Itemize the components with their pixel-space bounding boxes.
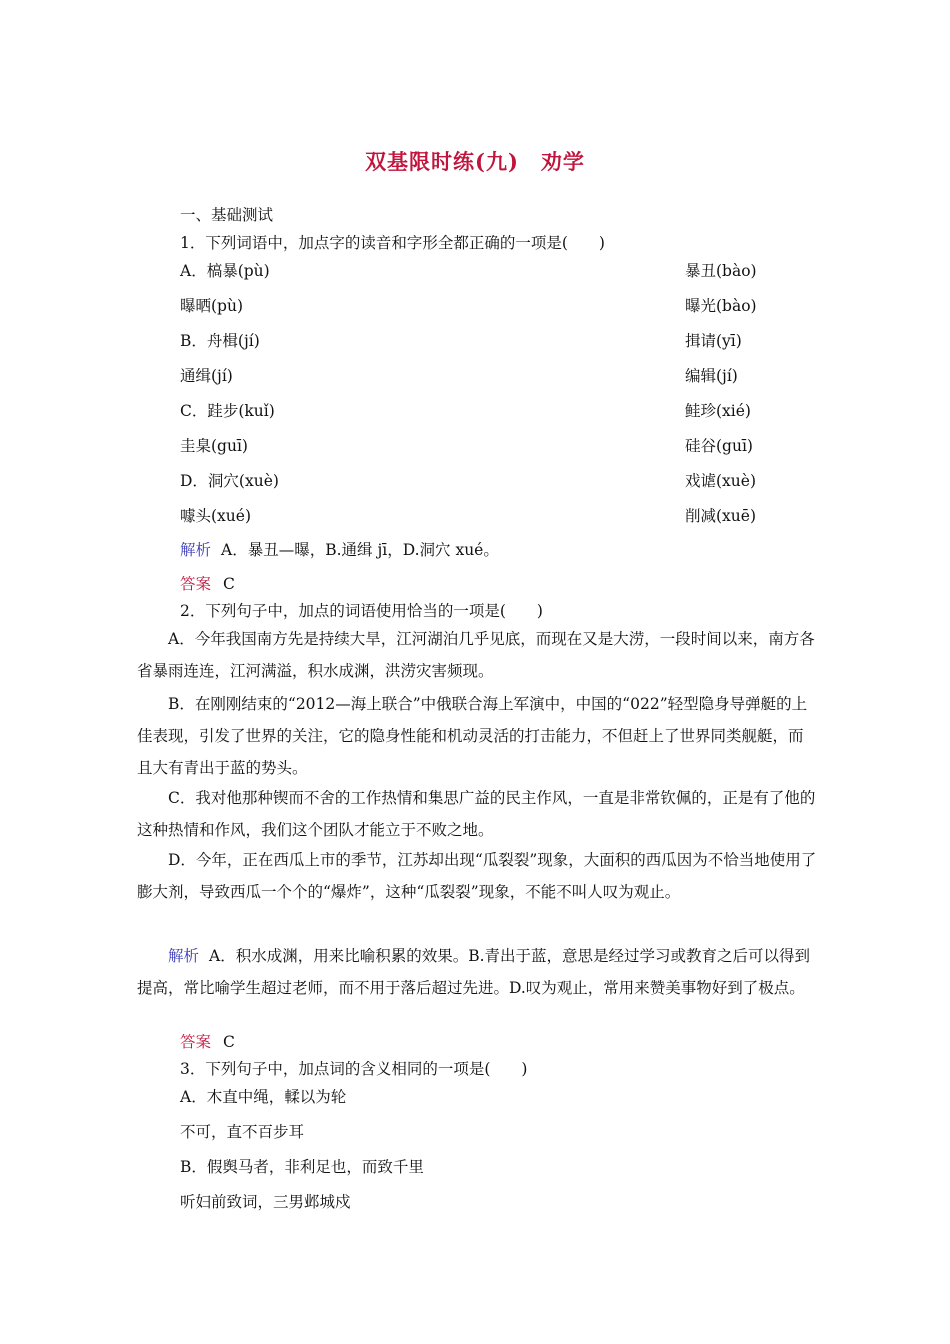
- q1-option-row: [180, 296, 757, 316]
- q1-option-left: 噱头(xué): [180, 507, 251, 525]
- q3-option-line: 不可，直不百步耳: [180, 1123, 305, 1141]
- q1-option-row: [180, 471, 756, 491]
- q2-analysis: [137, 940, 817, 1004]
- q1-option-row: [180, 261, 757, 281]
- q1-option-row: [180, 331, 740, 351]
- analysis-text: A．暴丑—曝，B.通缉 jī，D.洞穴 xué。: [221, 541, 499, 559]
- q2-answer: [180, 1032, 235, 1052]
- q1-option-right: 硅谷(guī): [685, 437, 753, 455]
- q1-option-right: 暴丑(bào): [685, 262, 757, 280]
- q1-option-right: 揖请(yī): [685, 332, 742, 350]
- q2-option-d: D．今年，正在西瓜上市的季节，江苏却出现“瓜裂裂”现象，大面积的西瓜因为不恰当地使用了膨大剂，导致西瓜一个个的“爆炸”，这种“瓜裂裂”现象，不能不叫人叹为观止。: [137, 851, 817, 901]
- q2-option-b: B．在刚刚结束的“2012—海上联合”中俄联合海上军演中，中国的“022”轻型隐身导弹艇的上佳表现，引发了世界的关注，它的隐身性能和机动灵活的打击能力，不但赶上了世界同类舰艇，而且大有青出于蓝的势头。: [137, 695, 808, 777]
- q1-option-row: [180, 401, 751, 421]
- answer-value: C: [223, 1033, 235, 1051]
- analysis-label: 解析: [168, 947, 200, 965]
- q1-option-left: C．跬步(kuǐ): [180, 402, 275, 420]
- q1-option-right: 削减(xuē): [685, 507, 756, 525]
- q1-option-row: [180, 436, 753, 456]
- analysis-label: 解析: [180, 541, 212, 559]
- question-1-stem: 1．下列词语中，加点字的读音和字形全都正确的一项是( ): [180, 234, 605, 252]
- q1-option-left: 通缉(jí): [180, 367, 233, 385]
- q1-option-right: 编辑(jí): [685, 367, 738, 385]
- q1-analysis: [180, 540, 499, 560]
- q1-option-left: A．槁暴(pù): [180, 262, 270, 280]
- q1-option-left: D．洞穴(xuè): [180, 472, 279, 490]
- q3-option-line: A．木直中绳，輮以为轮: [180, 1088, 347, 1106]
- q1-option-right: 曝光(bào): [685, 297, 757, 315]
- question-3-stem: 3．下列句子中，加点词的含义相同的一项是( ): [180, 1060, 528, 1078]
- answer-label: 答案: [180, 575, 212, 593]
- q1-option-left: 圭臬(guī): [180, 437, 248, 455]
- q1-option-row: [180, 506, 756, 526]
- analysis-text: A．积水成渊，用来比喻积累的效果。B.青出于蓝，意思是经过学习或教育之后可以得到提高，常比喻学生超过老师，而不用于落后超过先进。D.叹为观止，常用来赞美事物好到了极点。: [137, 947, 811, 997]
- section-heading: 一、基础测试: [180, 206, 274, 224]
- q2-option-c: C．我对他那种锲而不舍的工作热情和集思广益的民主作风，一直是非常钦佩的，正是有了他的这种热情和作风，我们这个团队才能立于不败之地。: [137, 789, 816, 839]
- question-2-stem: 2．下列句子中，加点的词语使用恰当的一项是( ): [180, 602, 543, 620]
- q1-option-right: 戏谑(xuè): [685, 472, 756, 490]
- answer-label: 答案: [180, 1033, 212, 1051]
- q3-option-line: 听妇前致词，三男邺城戍: [180, 1193, 351, 1211]
- q1-option-left: 曝晒(pù): [180, 297, 243, 315]
- answer-value: C: [223, 575, 235, 593]
- q2-option-a: A．今年我国南方先是持续大旱，江河湖泊几乎见底，而现在又是大涝，一段时间以来，南方各省暴雨连连，江河满溢，积水成渊，洪涝灾害频现。: [137, 630, 815, 680]
- q1-option-row: [180, 366, 740, 386]
- page-title: 双基限时练(九) 劝学: [365, 149, 585, 174]
- q1-option-left: B．舟楫(jí): [180, 332, 260, 350]
- q3-option-line: B．假舆马者，非利足也，而致千里: [180, 1158, 424, 1176]
- q1-option-right: 鲑珍(xié): [685, 402, 751, 420]
- q1-answer: [180, 574, 235, 594]
